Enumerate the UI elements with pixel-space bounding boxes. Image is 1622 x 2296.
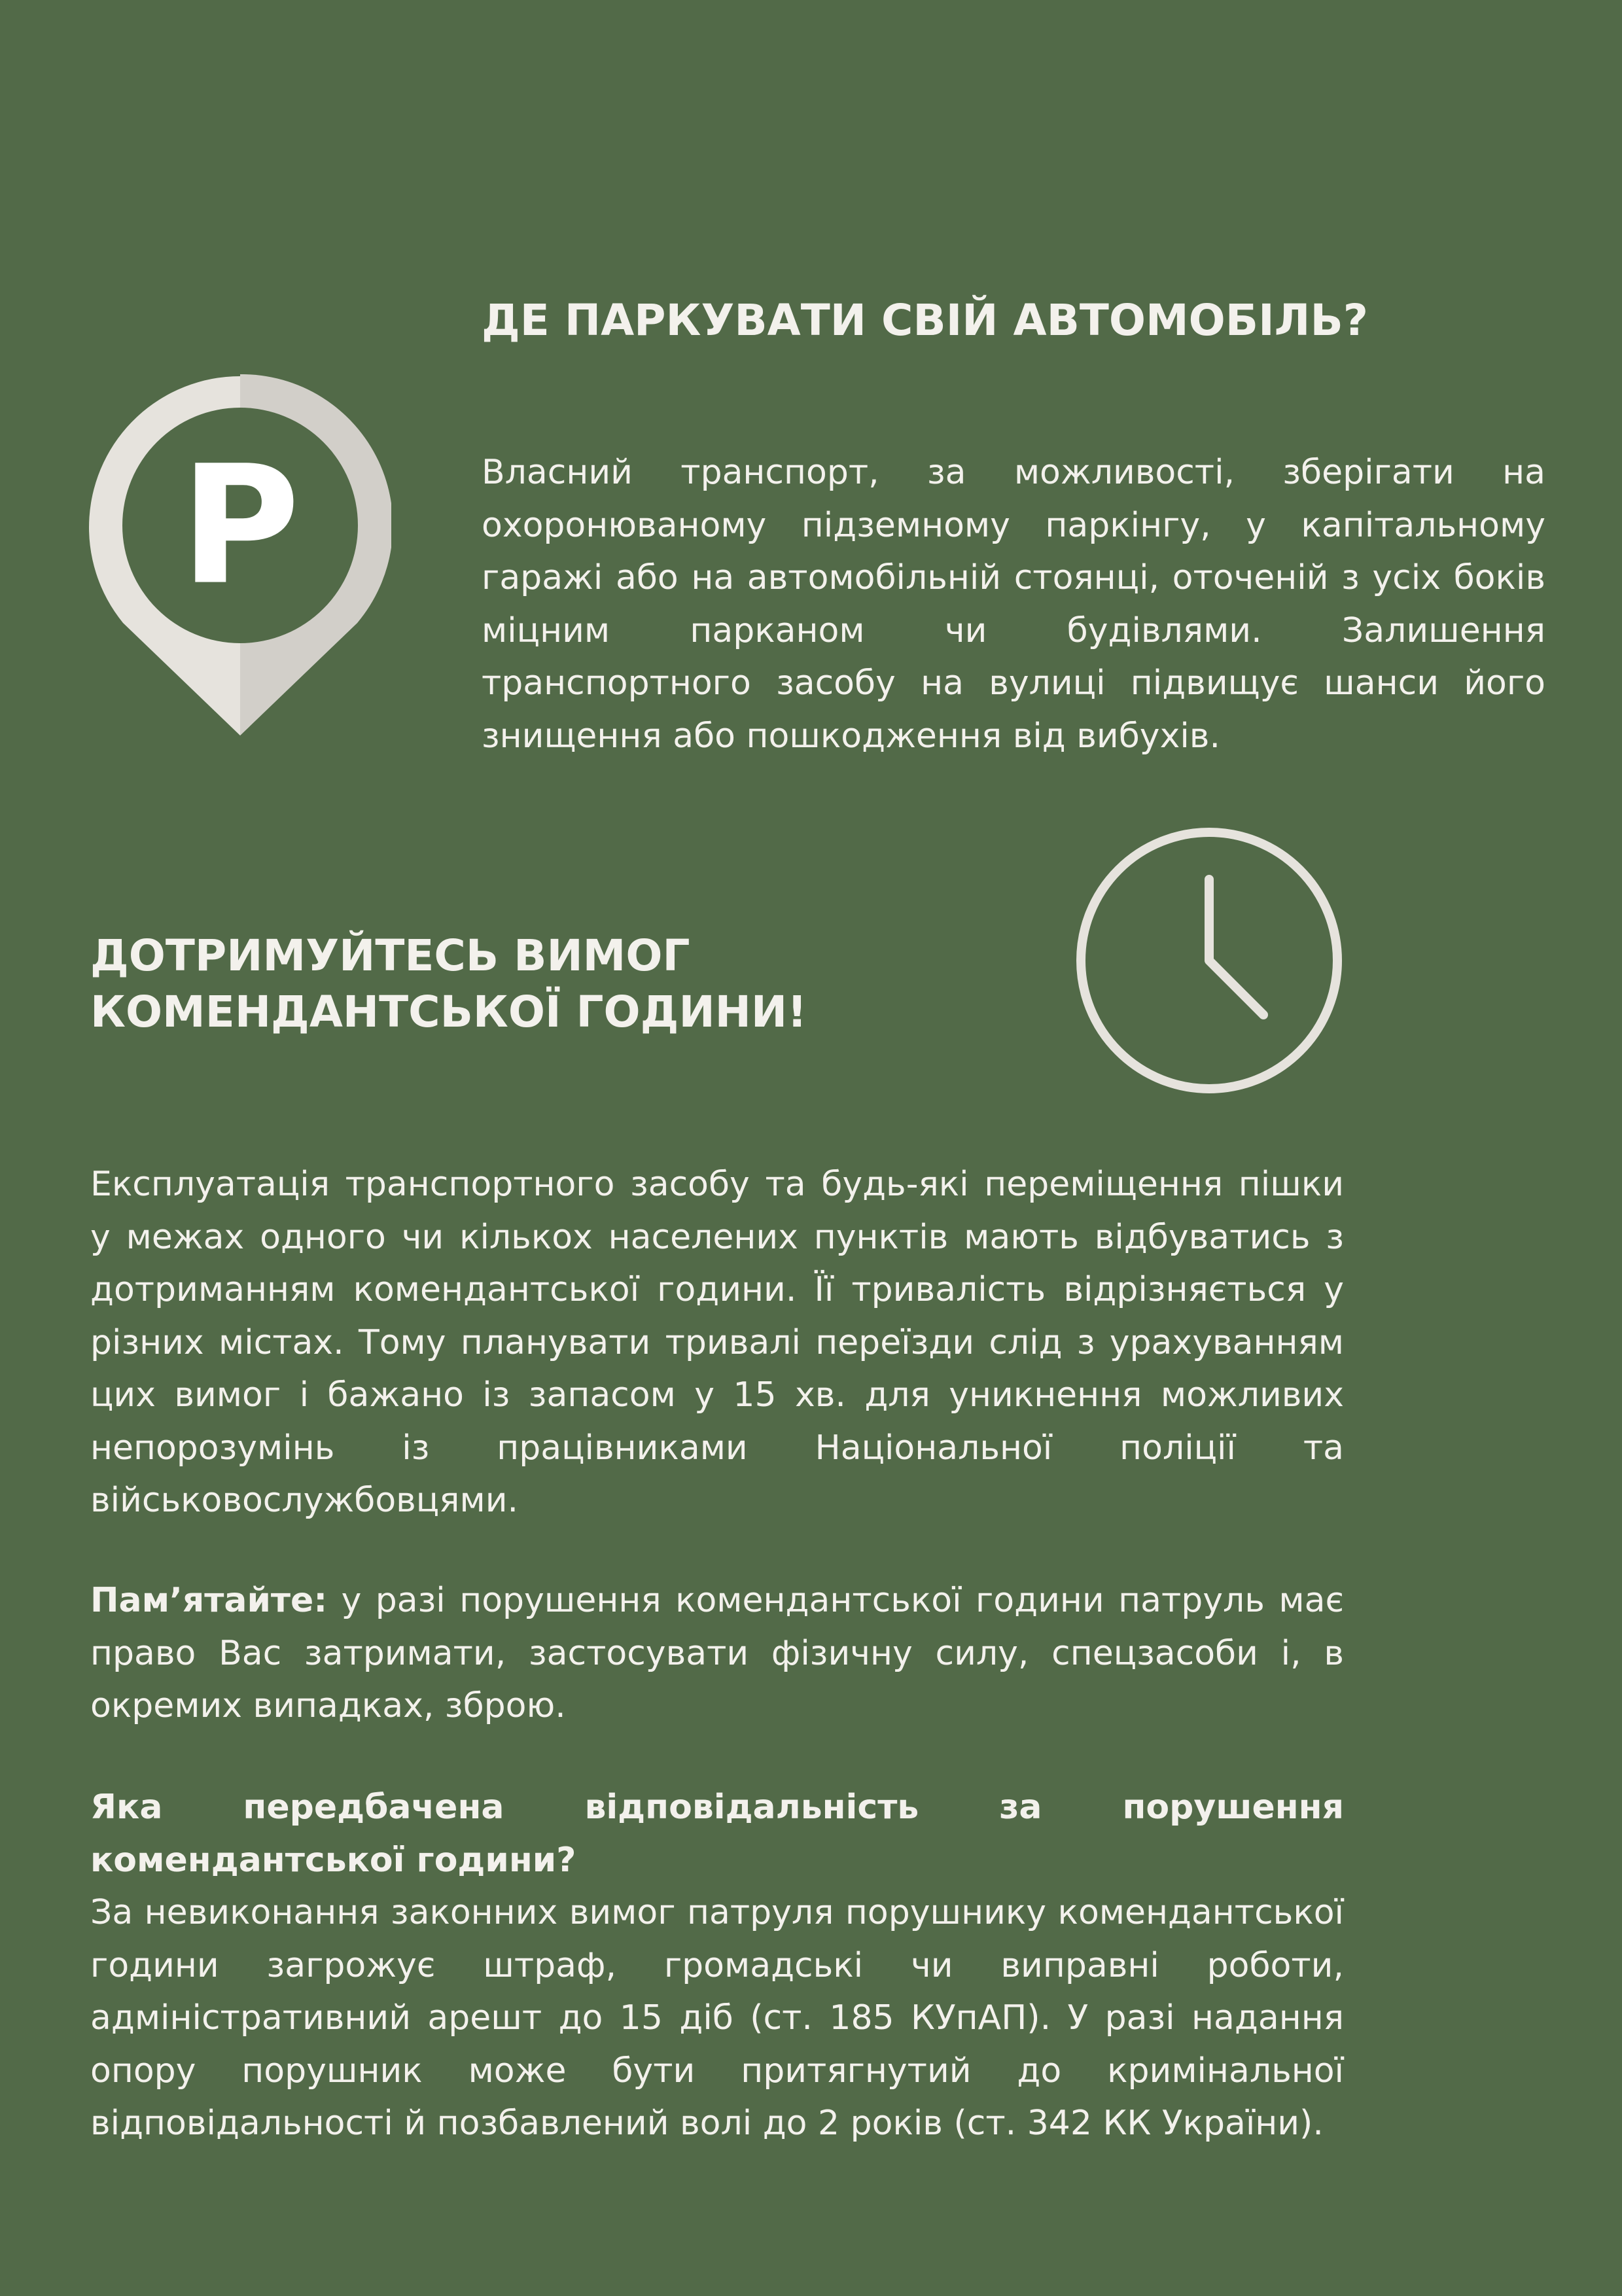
curfew-paragraph: Експлуатація транспортного засобу та будь-які переміщення пішки у межах одного чи кількох населених пунктів мають відбуватись з дотриманням комендантської години. Її тривалість відрізняється у різних містах. Тому планувати тривалі переїзди слід з урахуванням цих вимог і бажано із запасом у 15 хв. для уникнення можливих непорозумінь із працівниками Національної поліції та військовослужбовцями. — [90, 1165, 1344, 1520]
curfew-heading-line-1: ДОТРИМУЙТЕСЬ ВИМОГ — [90, 930, 690, 981]
clock-icon — [1074, 826, 1344, 1095]
liability-section — [90, 1781, 1344, 2150]
parking-paragraph: Власний транспорт, за можливості, зберігати на охоронюваному підземному паркінгу, у капітальному гаражі або на автомобільній стоянці, оточеній з усіх боків міцним парканом чи будівлями. Залишення транспортного засобу на вулиці підвищує шанси його знищення або пошкодження від вибухів. — [482, 453, 1545, 756]
remember-paragraph — [90, 1574, 1344, 1733]
liability-question: Яка передбачена відповідальність за порушення комендантської години? — [90, 1788, 1344, 1880]
parking-pin-icon — [89, 374, 391, 735]
curfew-heading-line-2: КОМЕНДАНТСЬКОЇ ГОДИНИ! — [90, 987, 807, 1037]
parking-letter: P — [180, 430, 300, 621]
parking-heading: ДЕ ПАРКУВАТИ СВІЙ АВТОМОБІЛЬ? — [482, 295, 1369, 345]
remember-text: у разі порушення комендантської години патруль має право Вас затримати, застосувати фізичну силу, спецзасоби і, в окремих випадках, зброю. — [90, 1581, 1344, 1725]
curfew-heading — [90, 928, 1006, 1040]
liability-answer: За невиконання законних вимог патруля порушнику комендантської години загрожує штраф, громадські чи виправні роботи, адміністративний арешт до 15 діб (ст. 185 КУпАП). У разі надання опору порушник може бути притягнутий до кримінальної відповідальності й позбавлений волі до 2 років (ст. 342 КК України). — [90, 1893, 1344, 2143]
remember-label: Пам’ятайте: — [90, 1581, 328, 1620]
